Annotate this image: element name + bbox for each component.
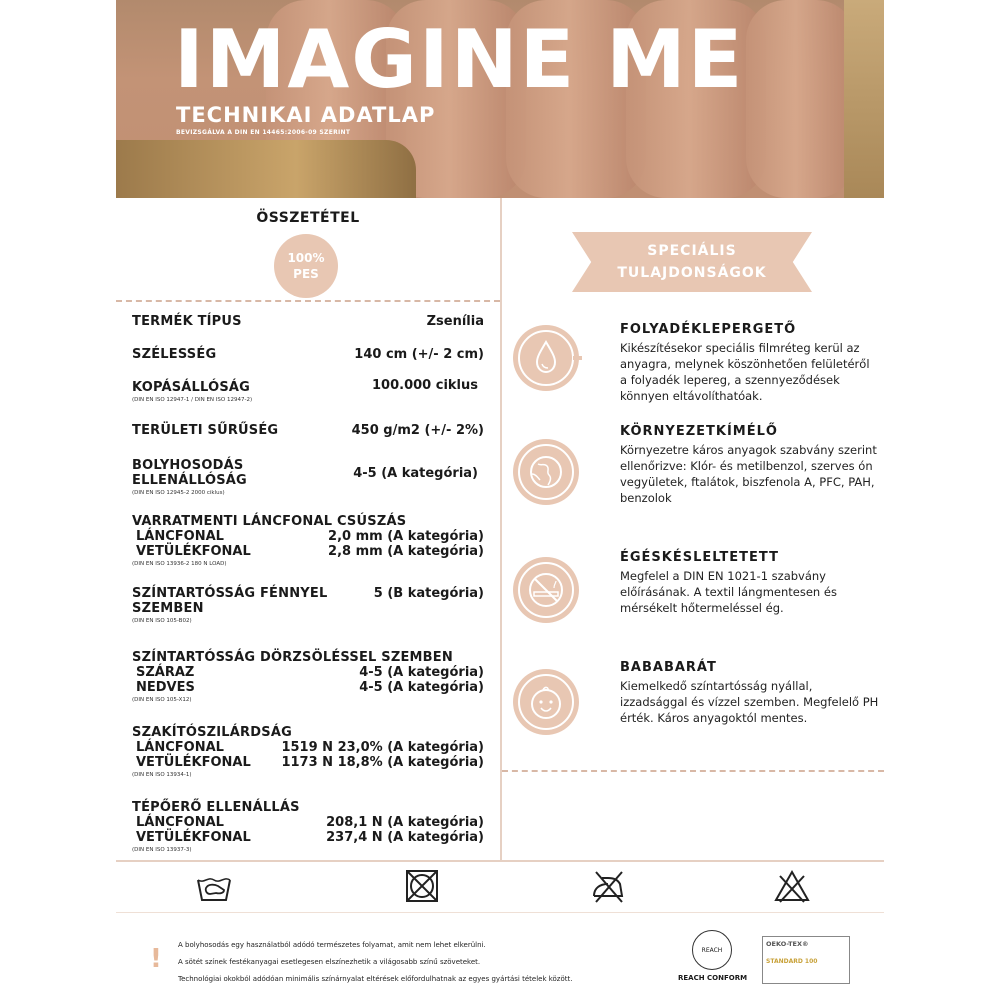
feature-text: Kiemelkedő színtartósság nyállal, izzadsággal és vízzel szemben. Megfelelő PH érték. Káros anyagoktól mentes. <box>620 679 879 725</box>
datasheet <box>116 0 884 1000</box>
spec-subrow <box>132 740 484 755</box>
care-divider <box>116 912 884 913</box>
ribbon-line-1: SPECIÁLIS <box>647 243 737 259</box>
wood-table <box>116 140 416 198</box>
page-title: IMAGINE ME <box>174 13 745 106</box>
spec-subrow <box>132 830 484 845</box>
oeko-tex-badge <box>762 936 850 984</box>
spec-subrow <box>132 680 484 695</box>
spec-density <box>132 423 484 438</box>
spec-subrow <box>132 815 484 830</box>
spec-standard: (DIN EN ISO 13936-2 180 N LOAD) <box>132 561 227 567</box>
spec-label: VARRATMENTI LÁNCFONAL CSÚSZÁS <box>132 514 407 529</box>
feature-title: FOLYADÉKLEPERGETŐ <box>620 322 797 337</box>
spec-pilling <box>132 458 484 496</box>
wood-panel <box>844 0 884 198</box>
feature-title: ÉGÉSKÉSLELTETETT <box>620 550 779 565</box>
test-standard-note: BEVIZSGÁLVA A DIN EN 14465:2006-09 SZERINT <box>176 129 351 136</box>
spec-type <box>132 314 484 329</box>
baby-face-icon <box>510 666 582 738</box>
spec-standard: (DIN EN ISO 12947-1 / DIN EN ISO 12947-2) <box>132 397 253 403</box>
do-not-bleach-icon <box>772 866 812 906</box>
feature-text: Megfelel a DIN EN 1021-1 szabvány előírásának. A textil lángmentesen és mérsékelt hőtermeléssel ég. <box>620 569 837 615</box>
spec-sublabel: LÁNCFONAL <box>136 815 224 830</box>
hand-wash-icon <box>194 866 234 906</box>
spec-sublabel: SZÁRAZ <box>136 665 195 680</box>
spec-subrow <box>132 529 484 544</box>
do-not-iron-icon <box>588 866 628 906</box>
spec-label: TÉPŐERŐ ELLENÁLLÁS <box>132 800 300 815</box>
spec-subvalue: 4-5 (A kategória) <box>359 665 484 680</box>
spec-value: 4-5 (A kategória) <box>353 466 478 481</box>
spec-subrow <box>132 755 484 770</box>
spec-sublabel: LÁNCFONAL <box>136 529 224 544</box>
feature-eco-friendly <box>510 424 884 524</box>
spec-value: 100.000 ciklus <box>372 378 478 393</box>
spec-label: SZEMBEN <box>132 601 204 616</box>
spec-sublabel: VETÜLÉKFONAL <box>136 755 251 770</box>
feature-title: KÖRNYEZETKÍMÉLŐ <box>620 424 778 439</box>
spec-rub-fastness <box>132 650 484 703</box>
spec-subvalue: 2,0 mm (A kategória) <box>328 529 484 544</box>
composition-badge <box>274 234 338 298</box>
spec-label: TERMÉK TÍPUS <box>132 314 242 329</box>
no-smoking-icon <box>510 554 582 626</box>
spec-standard: (DIN EN ISO 13934-1) <box>132 772 192 778</box>
features-divider <box>502 770 884 772</box>
composition-title: ÖSSZETÉTEL <box>256 210 360 226</box>
spec-seam-slippage <box>132 514 484 567</box>
spec-abrasion <box>132 380 484 403</box>
spec-subvalue: 1173 N 18,8% (A kategória) <box>281 755 484 770</box>
do-not-tumble-dry-icon <box>402 866 442 906</box>
warning-exclamation-icon: ! <box>150 944 162 974</box>
spec-label: KOPÁSÁLLÓSÁG <box>132 380 251 395</box>
spec-sublabel: LÁNCFONAL <box>136 740 224 755</box>
spec-subvalue: 4-5 (A kategória) <box>359 680 484 695</box>
spec-subvalue: 2,8 mm (A kategória) <box>328 544 484 559</box>
reach-conform-label: REACH CONFORM <box>678 974 748 982</box>
spec-subrow <box>132 665 484 680</box>
ribbon-line-2: TULAJDONSÁGOK <box>617 265 767 281</box>
spec-tear-resistance <box>132 800 484 853</box>
special-properties-ribbon <box>572 232 812 292</box>
feature-text: Kikészítésekor speciális filmréteg kerül az anyagra, melynek köszönhetően felületéről a folyadék lepereg, a szennyeződések könnyen eltávolíthatóak. <box>620 341 870 403</box>
spec-standard: (DIN EN ISO 105-B02) <box>132 618 192 624</box>
spec-label: SZÉLESSÉG <box>132 347 217 362</box>
spec-standard: (DIN EN ISO 12945-2 2000 ciklus) <box>132 490 225 496</box>
spec-label: SZAKÍTÓSZILÁRDSÁG <box>132 725 292 740</box>
feature-liquid-repellent <box>510 322 884 402</box>
spec-label: SZÍNTARTÓSSÁG DÖRZSÖLÉSSEL SZEMBEN <box>132 650 453 665</box>
content-bottom-divider <box>116 860 884 862</box>
oeko-tex-standard: STANDARD 100 <box>766 958 818 965</box>
sofa-segment <box>746 0 856 198</box>
footer-notes <box>178 937 572 988</box>
spec-subvalue: 208,1 N (A kategória) <box>326 815 484 830</box>
spec-standard: (DIN EN ISO 105-X12) <box>132 697 192 703</box>
feature-flame-retardant <box>510 550 884 640</box>
spec-tensile-strength <box>132 725 484 778</box>
composition-percent: 100% <box>287 250 325 265</box>
hero-banner <box>116 0 884 198</box>
footer-note: A bolyhosodás egy használatból adódó természetes folyamat, amit nem lehet elkerülni. <box>178 941 486 949</box>
spec-standard: (DIN EN ISO 13937-3) <box>132 847 192 853</box>
spec-width <box>132 347 484 362</box>
spec-subrow <box>132 544 484 559</box>
column-divider <box>500 198 502 862</box>
feature-title: BABABARÁT <box>620 660 717 675</box>
oeko-tex-title: OEKO-TEX® <box>766 940 809 948</box>
composition-divider <box>116 300 500 302</box>
reach-logo-text: REACH <box>701 946 723 954</box>
spec-subvalue: 1519 N 23,0% (A kategória) <box>281 740 484 755</box>
feature-text: Környezetre káros anyagok szabvány szerint ellenőrizve: Klór- és metilbenzol, szerves ón vegyületek, ftalátok, biszfenola A, PFC, PAH, benzolok <box>620 443 877 505</box>
spec-value: 450 g/m2 (+/- 2%) <box>351 423 484 438</box>
spec-light-fastness <box>132 586 484 624</box>
spec-value: 5 (B kategória) <box>373 586 484 601</box>
spec-label: BOLYHOSODÁS <box>132 458 244 473</box>
spec-label: SZÍNTARTÓSSÁG FÉNNYEL <box>132 586 328 601</box>
page-subtitle: TECHNIKAI ADATLAP <box>176 103 436 127</box>
spec-value: Zsenília <box>426 314 484 329</box>
globe-icon <box>510 436 582 508</box>
spec-sublabel: VETÜLÉKFONAL <box>136 830 251 845</box>
spec-label: TERÜLETI SŰRŰSÉG <box>132 423 279 438</box>
composition-material: PES <box>293 267 319 281</box>
spec-subvalue: 237,4 N (A kategória) <box>326 830 484 845</box>
ribbon-text <box>572 240 812 284</box>
water-drop-icon <box>510 322 582 394</box>
spec-label: ELLENÁLLÓSÁG <box>132 473 247 488</box>
feature-baby-friendly <box>510 660 884 750</box>
footer-note: Technológiai okokból adódóan minimális színárnyalat eltérések előfordulhatnak az egyes gyártási tételek között. <box>178 975 573 983</box>
footer-note: A sötét színek festékanyagai esetlegesen elszínezhetik a világosabb színű szöveteket. <box>178 958 481 966</box>
spec-sublabel: VETÜLÉKFONAL <box>136 544 251 559</box>
spec-value: 140 cm (+/- 2 cm) <box>354 347 484 362</box>
spec-sublabel: NEDVES <box>136 680 195 695</box>
reach-logo <box>692 930 732 970</box>
